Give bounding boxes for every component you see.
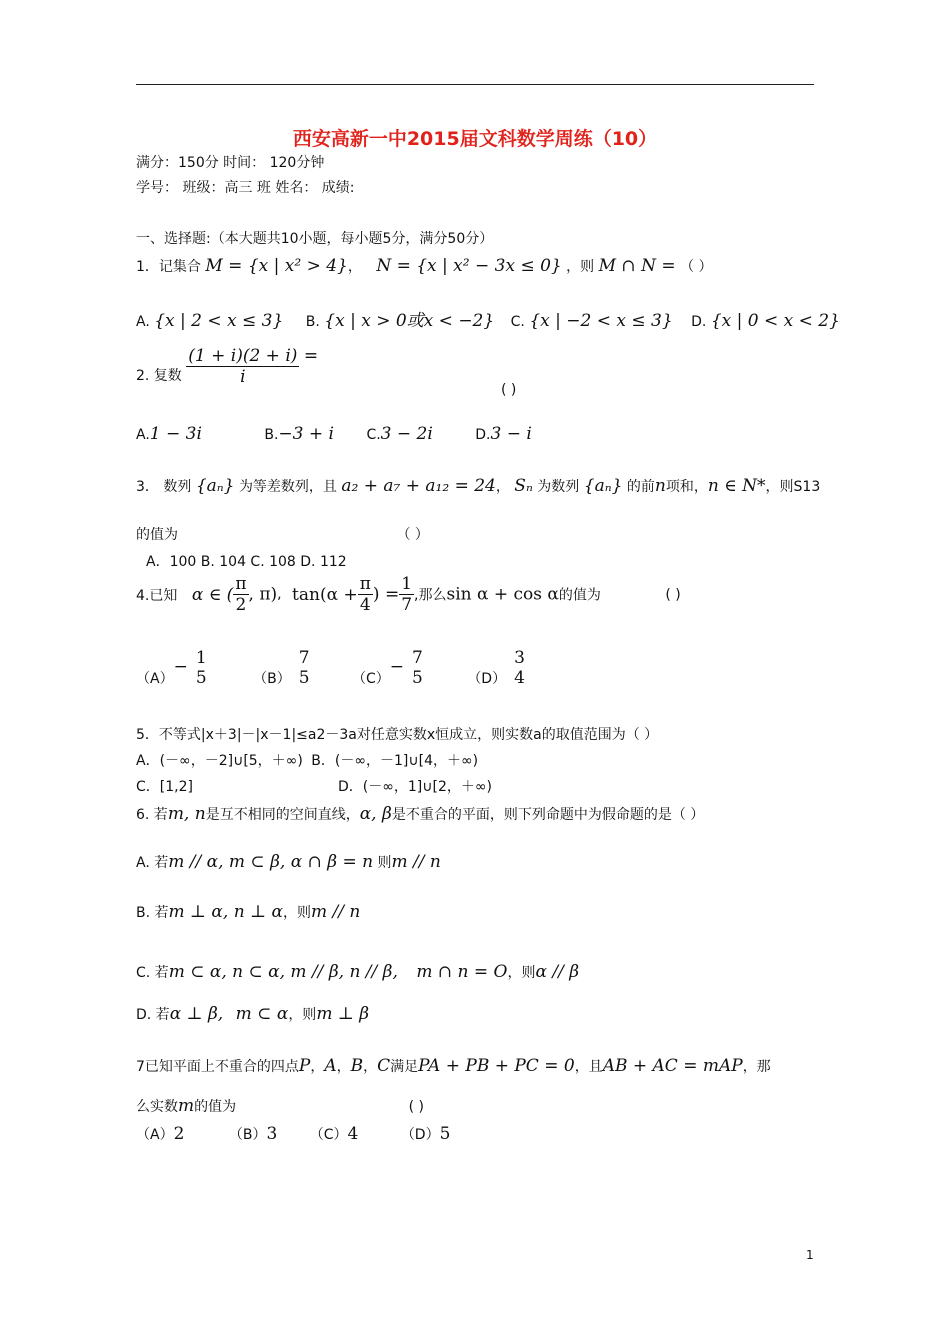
question-5-options-row2: C．[1,2] D．(－∞，1]∪[2，＋∞) <box>136 779 493 795</box>
question-3-options: A．100 B. 104 C. 108 D. 112 <box>146 554 347 570</box>
exam-info: 满分：150分 时间： 120分钟 <box>136 155 325 171</box>
page-title: 西安高新一中2015届文科数学周练（10） <box>292 128 658 150</box>
question-1: 1．记集合 M = {x | x² > 4}， N = {x | x² − 3x ≤ 0} ，则 M ∩ N = （ ） <box>136 256 713 276</box>
section-heading: 一、选择题:（本大题共10小题，每小题5分，满分50分） <box>136 231 494 247</box>
question-4-options: （A）− 1 5 （B） 7 5 （C）− 7 5 （D） 3 4 <box>136 648 525 688</box>
question-6-option-d: D. 若α ⊥ β, m ⊂ α，则m ⊥ β <box>136 1004 370 1024</box>
question-1-options: A. {x | 2 < x ≤ 3} B. {x | x > 0或x < −2} C. {x | −2 < x ≤ 3} D. {x | 0 < x < 2} <box>136 311 840 331</box>
top-rule <box>136 84 814 85</box>
question-6-option-a: A. 若m // α, m ⊂ β, α ∩ β = n 则m // n <box>136 852 441 872</box>
page-number: 1 <box>806 1248 814 1262</box>
question-6-option-b: B. 若m ⊥ α, n ⊥ α，则m // n <box>136 902 361 922</box>
question-6: 6. 若m, n是互不相同的空间直线，α, β是不重合的平面，则下列命题中为假命题的是（ ） <box>136 804 705 824</box>
student-info: 学号： 班级：高三 班 姓名： 成绩: <box>136 180 355 196</box>
question-3-line2: 的值为 （ ） <box>136 527 429 543</box>
question-2: 2. 复数 $\frac{(1 + i)(2 + i)}{i}$ = ( ) <box>136 346 517 398</box>
question-4: 4.已知 α ∈ ( $\frac{\pi}{2}$ , π), tan(α + $\frac{\pi}{4}$ ) = $\frac{1}{7}$ ,那么sin α + cos α的值为 ( ) <box>136 574 681 615</box>
q2-fraction: $\frac{(1 + i)(2 + i)}{i}$ <box>188 346 298 387</box>
question-5-options-row1: A．(－∞，－2]∪[5，＋∞) B．(－∞，－1]∪[4，＋∞) <box>136 753 479 769</box>
question-5: 5．不等式|x＋3|－|x－1|≤a2－3a对任意实数x恒成立，则实数a的取值范围为（ ） <box>136 727 659 743</box>
question-2-options: A.1 − 3i B.−3 + i C.3 − 2i D.3 − i <box>136 424 532 444</box>
question-3: 3． 数列 {aₙ} 为等差数列，且 a₂ + a₇ + a₁₂ = 24， Sₙ 为数列 {aₙ} 的前n项和，n ∈ N*，则S13 <box>136 476 821 496</box>
question-7-options: （A）2 （B）3 （C）4 （D）5 <box>136 1124 451 1144</box>
question-7: 7已知平面上不重合的四点P，A，B，C满足PA + PB + PC = 0，且AB + AC = mAP，那 <box>136 1056 771 1076</box>
question-7-line2: 么实数m的值为 ( ) <box>136 1096 424 1116</box>
question-6-option-c: C. 若m ⊂ α, n ⊂ α, m // β, n // β, m ∩ n = O，则α // β <box>136 962 580 982</box>
